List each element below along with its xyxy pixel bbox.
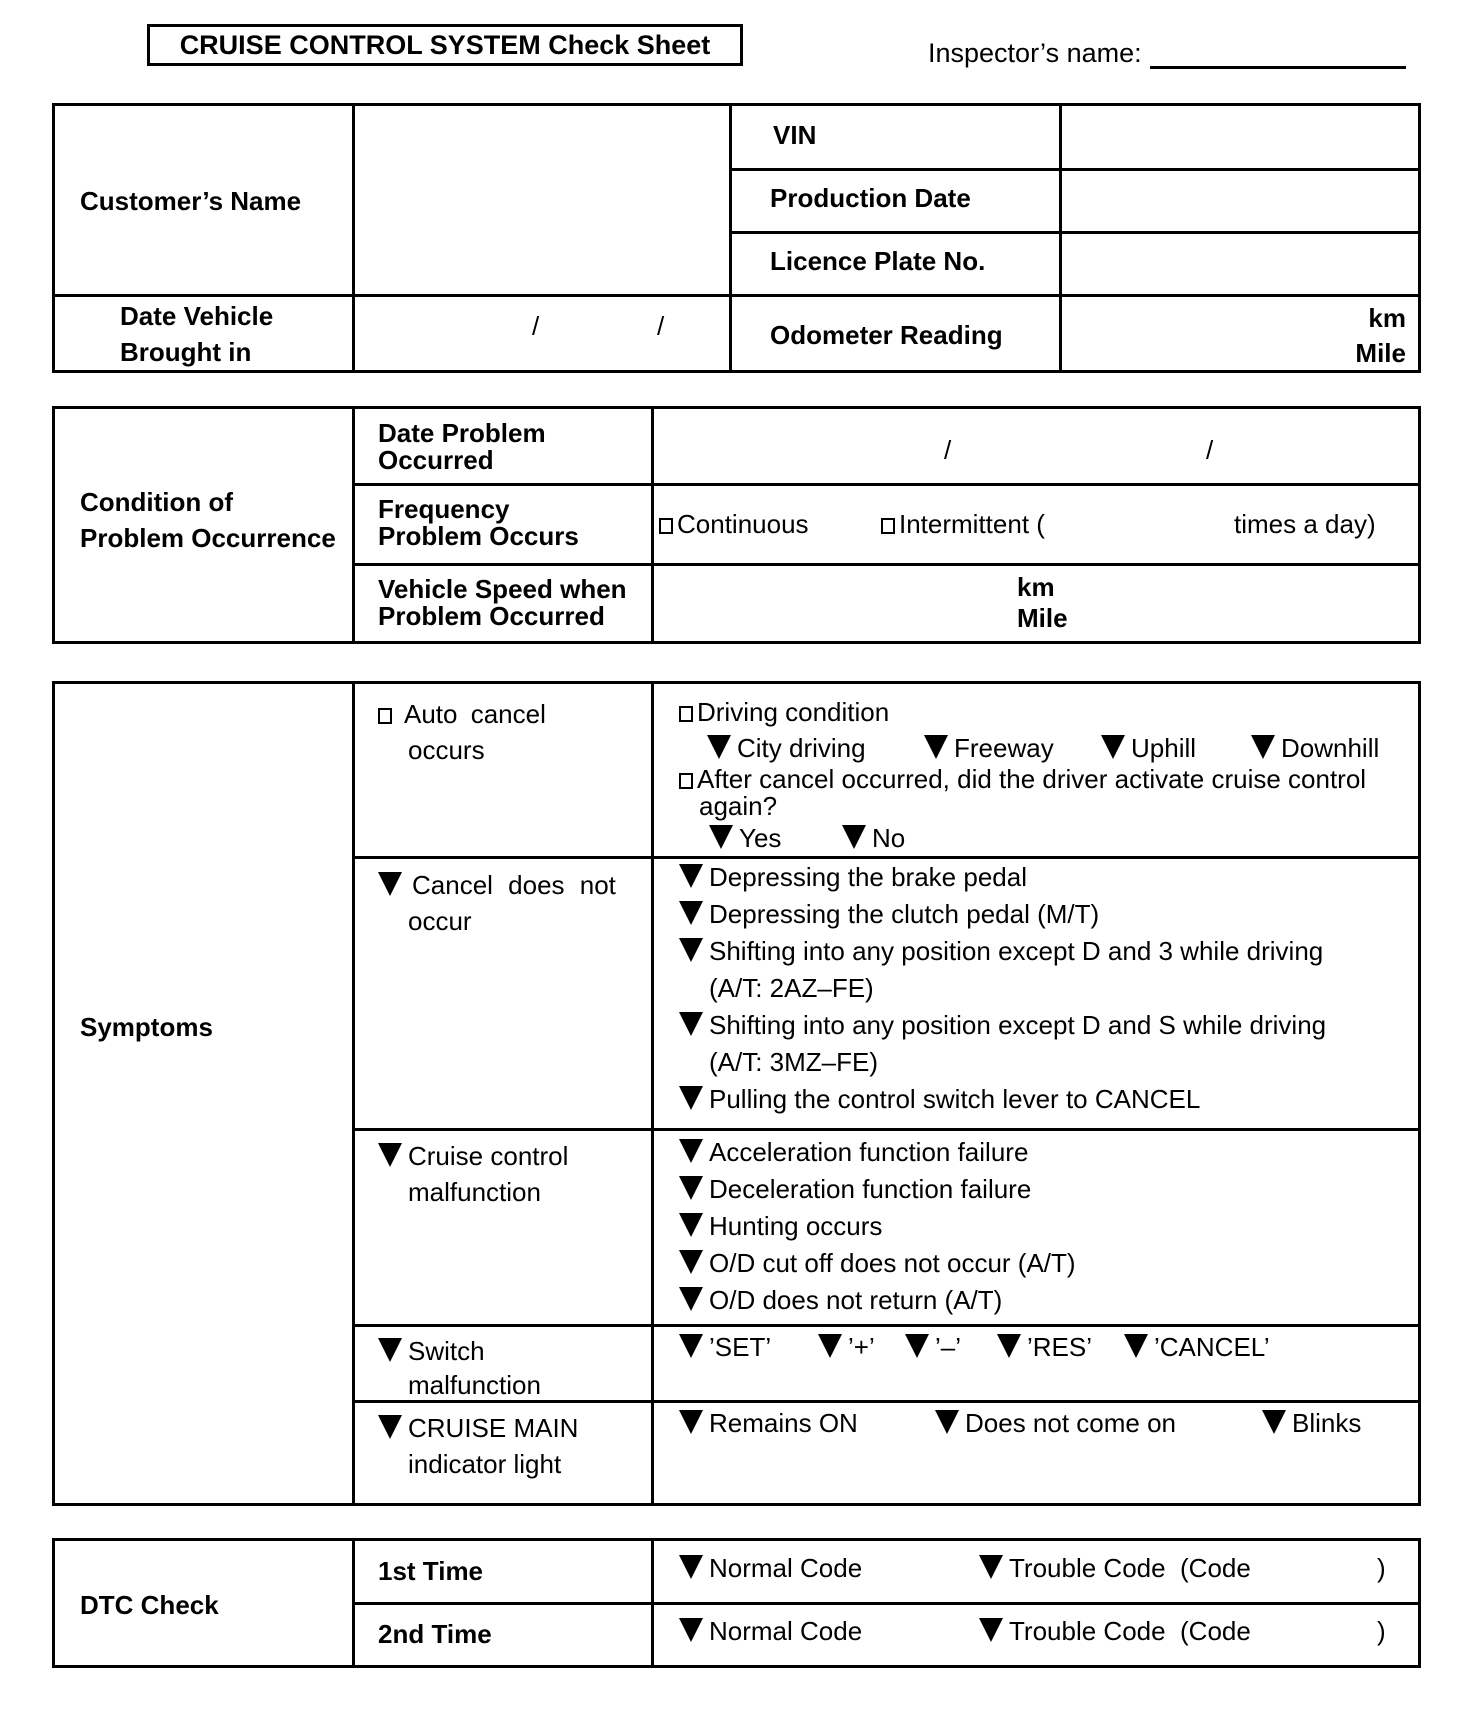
customer-name-label: Customer’s Name [80, 186, 302, 216]
dtc-first-normal[interactable]: Normal Code [679, 1553, 862, 1584]
frequency-label: Frequency Problem Occurs [378, 494, 579, 551]
checkbox-icon[interactable] [659, 518, 673, 534]
licence-plate-label: Licence Plate No. [770, 246, 986, 276]
option-no[interactable]: No [842, 823, 905, 854]
dtc-check-table [52, 1538, 1421, 1668]
indicator-item-not-come-on[interactable]: Does not come on [935, 1408, 1176, 1439]
dtc-second-trouble[interactable]: Trouble Code (Code [979, 1616, 1251, 1647]
triangle-checkbox-icon[interactable] [679, 864, 703, 888]
dtc-second-close: ) [1377, 1616, 1386, 1646]
cancel-item-lever[interactable]: Pulling the control switch lever to CANCEL [679, 1084, 1200, 1115]
triangle-checkbox-icon[interactable] [997, 1334, 1021, 1358]
triangle-checkbox-icon[interactable] [1262, 1410, 1286, 1434]
option-yes[interactable]: Yes [709, 823, 781, 854]
option-freeway[interactable]: Freeway [924, 733, 1054, 764]
option-city-driving[interactable]: City driving [707, 733, 866, 764]
driving-condition-checkbox[interactable]: Driving condition [679, 697, 889, 728]
date-problem-input[interactable] [654, 409, 1418, 483]
condition-section-label: Condition of Problem Occurrence [80, 487, 336, 553]
odometer-input[interactable] [1062, 297, 1418, 370]
checkbox-icon[interactable] [378, 708, 392, 724]
date-separator: / [944, 435, 952, 465]
switch-item-plus[interactable]: ’+’ [818, 1332, 875, 1363]
date-problem-label: Date Problem Occurred [378, 418, 546, 475]
triangle-checkbox-icon[interactable] [679, 1012, 703, 1036]
intermittent-checkbox[interactable]: Intermittent ( [881, 509, 1045, 540]
malfunction-item[interactable]: O/D does not return (A/T) [679, 1285, 1002, 1316]
triangle-checkbox-icon[interactable] [709, 825, 733, 849]
dtc-first-trouble[interactable]: Trouble Code (Code [979, 1553, 1251, 1584]
vehicle-info-table [52, 103, 1421, 373]
dtc-first-close: ) [1377, 1553, 1386, 1583]
speed-input[interactable] [654, 566, 1418, 641]
cancel-item-shift-ds-note: (A/T: 3MZ–FE) [709, 1047, 879, 1077]
inspector-name-field[interactable] [928, 38, 1406, 69]
triangle-checkbox-icon[interactable] [1251, 735, 1275, 759]
triangle-checkbox-icon[interactable] [679, 1250, 703, 1274]
switch-malfunction-checkbox[interactable]: Switch malfunction [378, 1334, 541, 1402]
checkbox-icon[interactable] [881, 518, 895, 534]
cancel-not-occur-checkbox[interactable]: Cancel does not occur [378, 867, 616, 939]
triangle-checkbox-icon[interactable] [905, 1334, 929, 1358]
triangle-checkbox-icon[interactable] [1101, 735, 1125, 759]
triangle-checkbox-icon[interactable] [679, 1334, 703, 1358]
inspector-label: Inspector’s name: [928, 38, 1142, 68]
malfunction-item[interactable]: O/D cut off does not occur (A/T) [679, 1248, 1076, 1279]
date-separator: / [657, 311, 665, 341]
cancel-item-shift-d3-note: (A/T: 2AZ–FE) [709, 973, 874, 1003]
triangle-checkbox-icon[interactable] [679, 1555, 703, 1579]
triangle-checkbox-icon[interactable] [935, 1410, 959, 1434]
triangle-checkbox-icon[interactable] [679, 901, 703, 925]
reactivate-question-cont: again? [699, 791, 778, 821]
speed-unit-mile: Mile [1017, 603, 1068, 633]
triangle-checkbox-icon[interactable] [679, 1176, 703, 1200]
odometer-unit-km: km [1368, 303, 1406, 333]
inspector-name-line[interactable] [1150, 40, 1406, 69]
symptoms-table [52, 681, 1421, 1506]
production-date-input[interactable] [1062, 171, 1418, 231]
triangle-checkbox-icon[interactable] [679, 1213, 703, 1237]
triangle-checkbox-icon[interactable] [707, 735, 731, 759]
switch-item-minus[interactable]: ’–’ [905, 1332, 961, 1363]
odometer-label: Odometer Reading [770, 320, 1003, 350]
date-separator: / [532, 311, 540, 341]
sheet-title: CRUISE CONTROL SYSTEM Check Sheet [147, 24, 743, 66]
triangle-checkbox-icon[interactable] [679, 1618, 703, 1642]
auto-cancel-checkbox[interactable]: Auto cancel occurs [378, 696, 546, 768]
option-downhill[interactable]: Downhill [1251, 733, 1379, 764]
cancel-item-shift-d3[interactable]: Shifting into any position except D and 3 while driving [679, 936, 1323, 967]
switch-item-res[interactable]: ’RES’ [997, 1332, 1092, 1363]
dtc-second-normal[interactable]: Normal Code [679, 1616, 862, 1647]
indicator-light-checkbox[interactable]: CRUISE MAIN indicator light [378, 1410, 578, 1482]
customer-name-input[interactable] [355, 106, 729, 294]
dtc-section-label: DTC Check [80, 1590, 219, 1620]
reactivate-question-checkbox[interactable]: After cancel occurred, did the driver activate cruise control [679, 764, 1366, 795]
condition-table [52, 406, 1421, 644]
switch-item-cancel[interactable]: ’CANCEL’ [1124, 1332, 1270, 1363]
triangle-checkbox-icon[interactable] [818, 1334, 842, 1358]
malfunction-item[interactable]: Acceleration function failure [679, 1137, 1028, 1168]
symptoms-section-label: Symptoms [80, 1012, 213, 1042]
malfunction-checkbox[interactable]: Cruise control malfunction [378, 1138, 568, 1210]
date-separator: / [1206, 435, 1214, 465]
triangle-checkbox-icon[interactable] [679, 938, 703, 962]
continuous-checkbox[interactable]: Continuous [659, 509, 809, 540]
switch-item-set[interactable]: ’SET’ [679, 1332, 771, 1363]
checkbox-icon[interactable] [679, 773, 693, 789]
indicator-item-blinks[interactable]: Blinks [1262, 1408, 1361, 1439]
speed-label: Vehicle Speed when Problem Occurred [378, 574, 627, 631]
triangle-checkbox-icon[interactable] [979, 1618, 1003, 1642]
cancel-item-clutch[interactable]: Depressing the clutch pedal (M/T) [679, 899, 1099, 930]
triangle-checkbox-icon[interactable] [378, 1338, 402, 1362]
cancel-item-brake[interactable]: Depressing the brake pedal [679, 862, 1027, 893]
triangle-checkbox-icon[interactable] [378, 1143, 402, 1167]
triangle-checkbox-icon[interactable] [679, 1287, 703, 1311]
malfunction-item[interactable]: Hunting occurs [679, 1211, 882, 1242]
speed-unit-km: km [1017, 572, 1055, 602]
checkbox-icon[interactable] [679, 706, 693, 722]
triangle-checkbox-icon[interactable] [842, 825, 866, 849]
triangle-checkbox-icon[interactable] [924, 735, 948, 759]
triangle-checkbox-icon[interactable] [979, 1555, 1003, 1579]
production-date-label: Production Date [770, 183, 971, 213]
option-uphill[interactable]: Uphill [1101, 733, 1196, 764]
malfunction-item[interactable]: Deceleration function failure [679, 1174, 1031, 1205]
triangle-checkbox-icon[interactable] [378, 1415, 402, 1439]
dtc-second-label: 2nd Time [378, 1619, 492, 1649]
cancel-item-shift-ds[interactable]: Shifting into any position except D and S while driving [679, 1010, 1326, 1041]
licence-plate-input[interactable] [1062, 234, 1418, 294]
vin-input[interactable] [1062, 106, 1418, 168]
date-brought-label: Date Vehicle Brought in [120, 301, 274, 367]
triangle-checkbox-icon[interactable] [679, 1410, 703, 1434]
triangle-checkbox-icon[interactable] [679, 1139, 703, 1163]
vin-label: VIN [773, 120, 817, 150]
triangle-checkbox-icon[interactable] [1124, 1334, 1148, 1358]
dtc-first-label: 1st Time [378, 1556, 484, 1586]
odometer-unit-mile: Mile [1355, 338, 1406, 368]
date-brought-input[interactable] [355, 297, 729, 370]
times-a-day-label: times a day) [1234, 509, 1376, 539]
indicator-item-remains-on[interactable]: Remains ON [679, 1408, 858, 1439]
triangle-checkbox-icon[interactable] [679, 1086, 703, 1110]
triangle-checkbox-icon[interactable] [378, 872, 402, 896]
